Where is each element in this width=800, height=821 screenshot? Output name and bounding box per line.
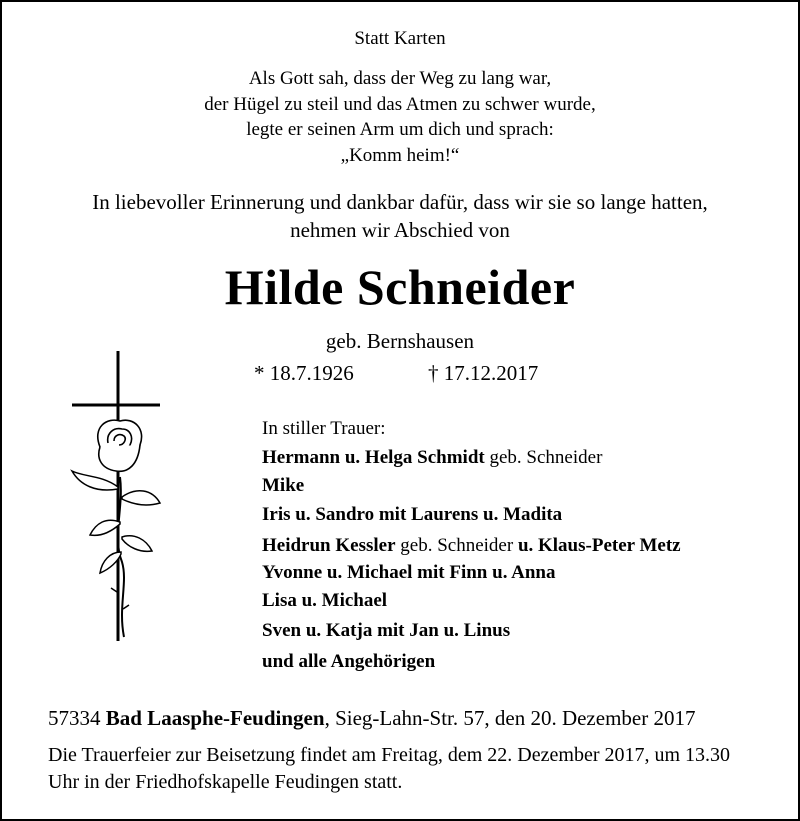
birth-date: * 18.7.1926 (254, 361, 354, 385)
statt-karten: Statt Karten (354, 28, 446, 49)
mourner-line: Yvonne u. Michael mit Finn u. Anna (262, 562, 556, 583)
poem-line: legte er seinen Arm um dich und sprach: (246, 119, 554, 140)
mourners-heading: In stiller Trauer: (262, 418, 386, 439)
address-date: , Sieg-Lahn-Str. 57, den 20. Dezember 2017 (324, 706, 696, 730)
intro-text (2, 188, 798, 244)
mourner-note: geb. Schneider (395, 535, 518, 556)
funeral-service-info: Die Trauerfeier zur Beisetzung findet am Freitag, dem 22. Dezember 2017, um 13.30 Uhr in der Friedhofskapelle Feudingen statt. (48, 744, 731, 793)
postcode: 57334 (48, 706, 106, 730)
town: Bad Laasphe-Feudingen (105, 706, 325, 730)
poem-line: Als Gott sah, dass der Weg zu lang war, (248, 68, 552, 89)
place-and-date (48, 706, 695, 731)
mourner-line: und alle Angehörigen (262, 651, 436, 672)
poem-line: der Hügel zu steil und das Atmen zu schwer wurde, (204, 93, 596, 115)
intro-line: nehmen wir Abschied von (290, 218, 510, 242)
mourner-line (262, 535, 681, 557)
mourner-line: Lisa u. Michael (262, 590, 388, 611)
mourner-line: Sven u. Katja mit Jan u. Linus (262, 620, 511, 641)
mourner-line (262, 447, 602, 469)
mourner-line: Iris u. Sandro mit Laurens u. Madita (262, 504, 563, 525)
mourner-name: Heidrun Kessler (262, 535, 396, 556)
mourner-name: u. Klaus-Peter Metz (517, 535, 681, 556)
mourner-name: Hermann u. Helga Schmidt (262, 447, 485, 468)
poem (2, 66, 798, 168)
maiden-name: geb. Bernshausen (325, 329, 475, 353)
mourner-line: Mike (262, 475, 305, 496)
intro-line: In liebevoller Erinnerung und dankbar dafür, dass wir sie so lange hatten, (92, 190, 708, 214)
cross-with-rose-icon (62, 347, 172, 647)
deceased-name: Hilde Schneider (224, 259, 576, 315)
mourner-note: geb. Schneider (484, 447, 603, 468)
death-date: † 17.12.2017 (428, 361, 539, 385)
poem-line: „Komm heim!“ (340, 144, 460, 166)
